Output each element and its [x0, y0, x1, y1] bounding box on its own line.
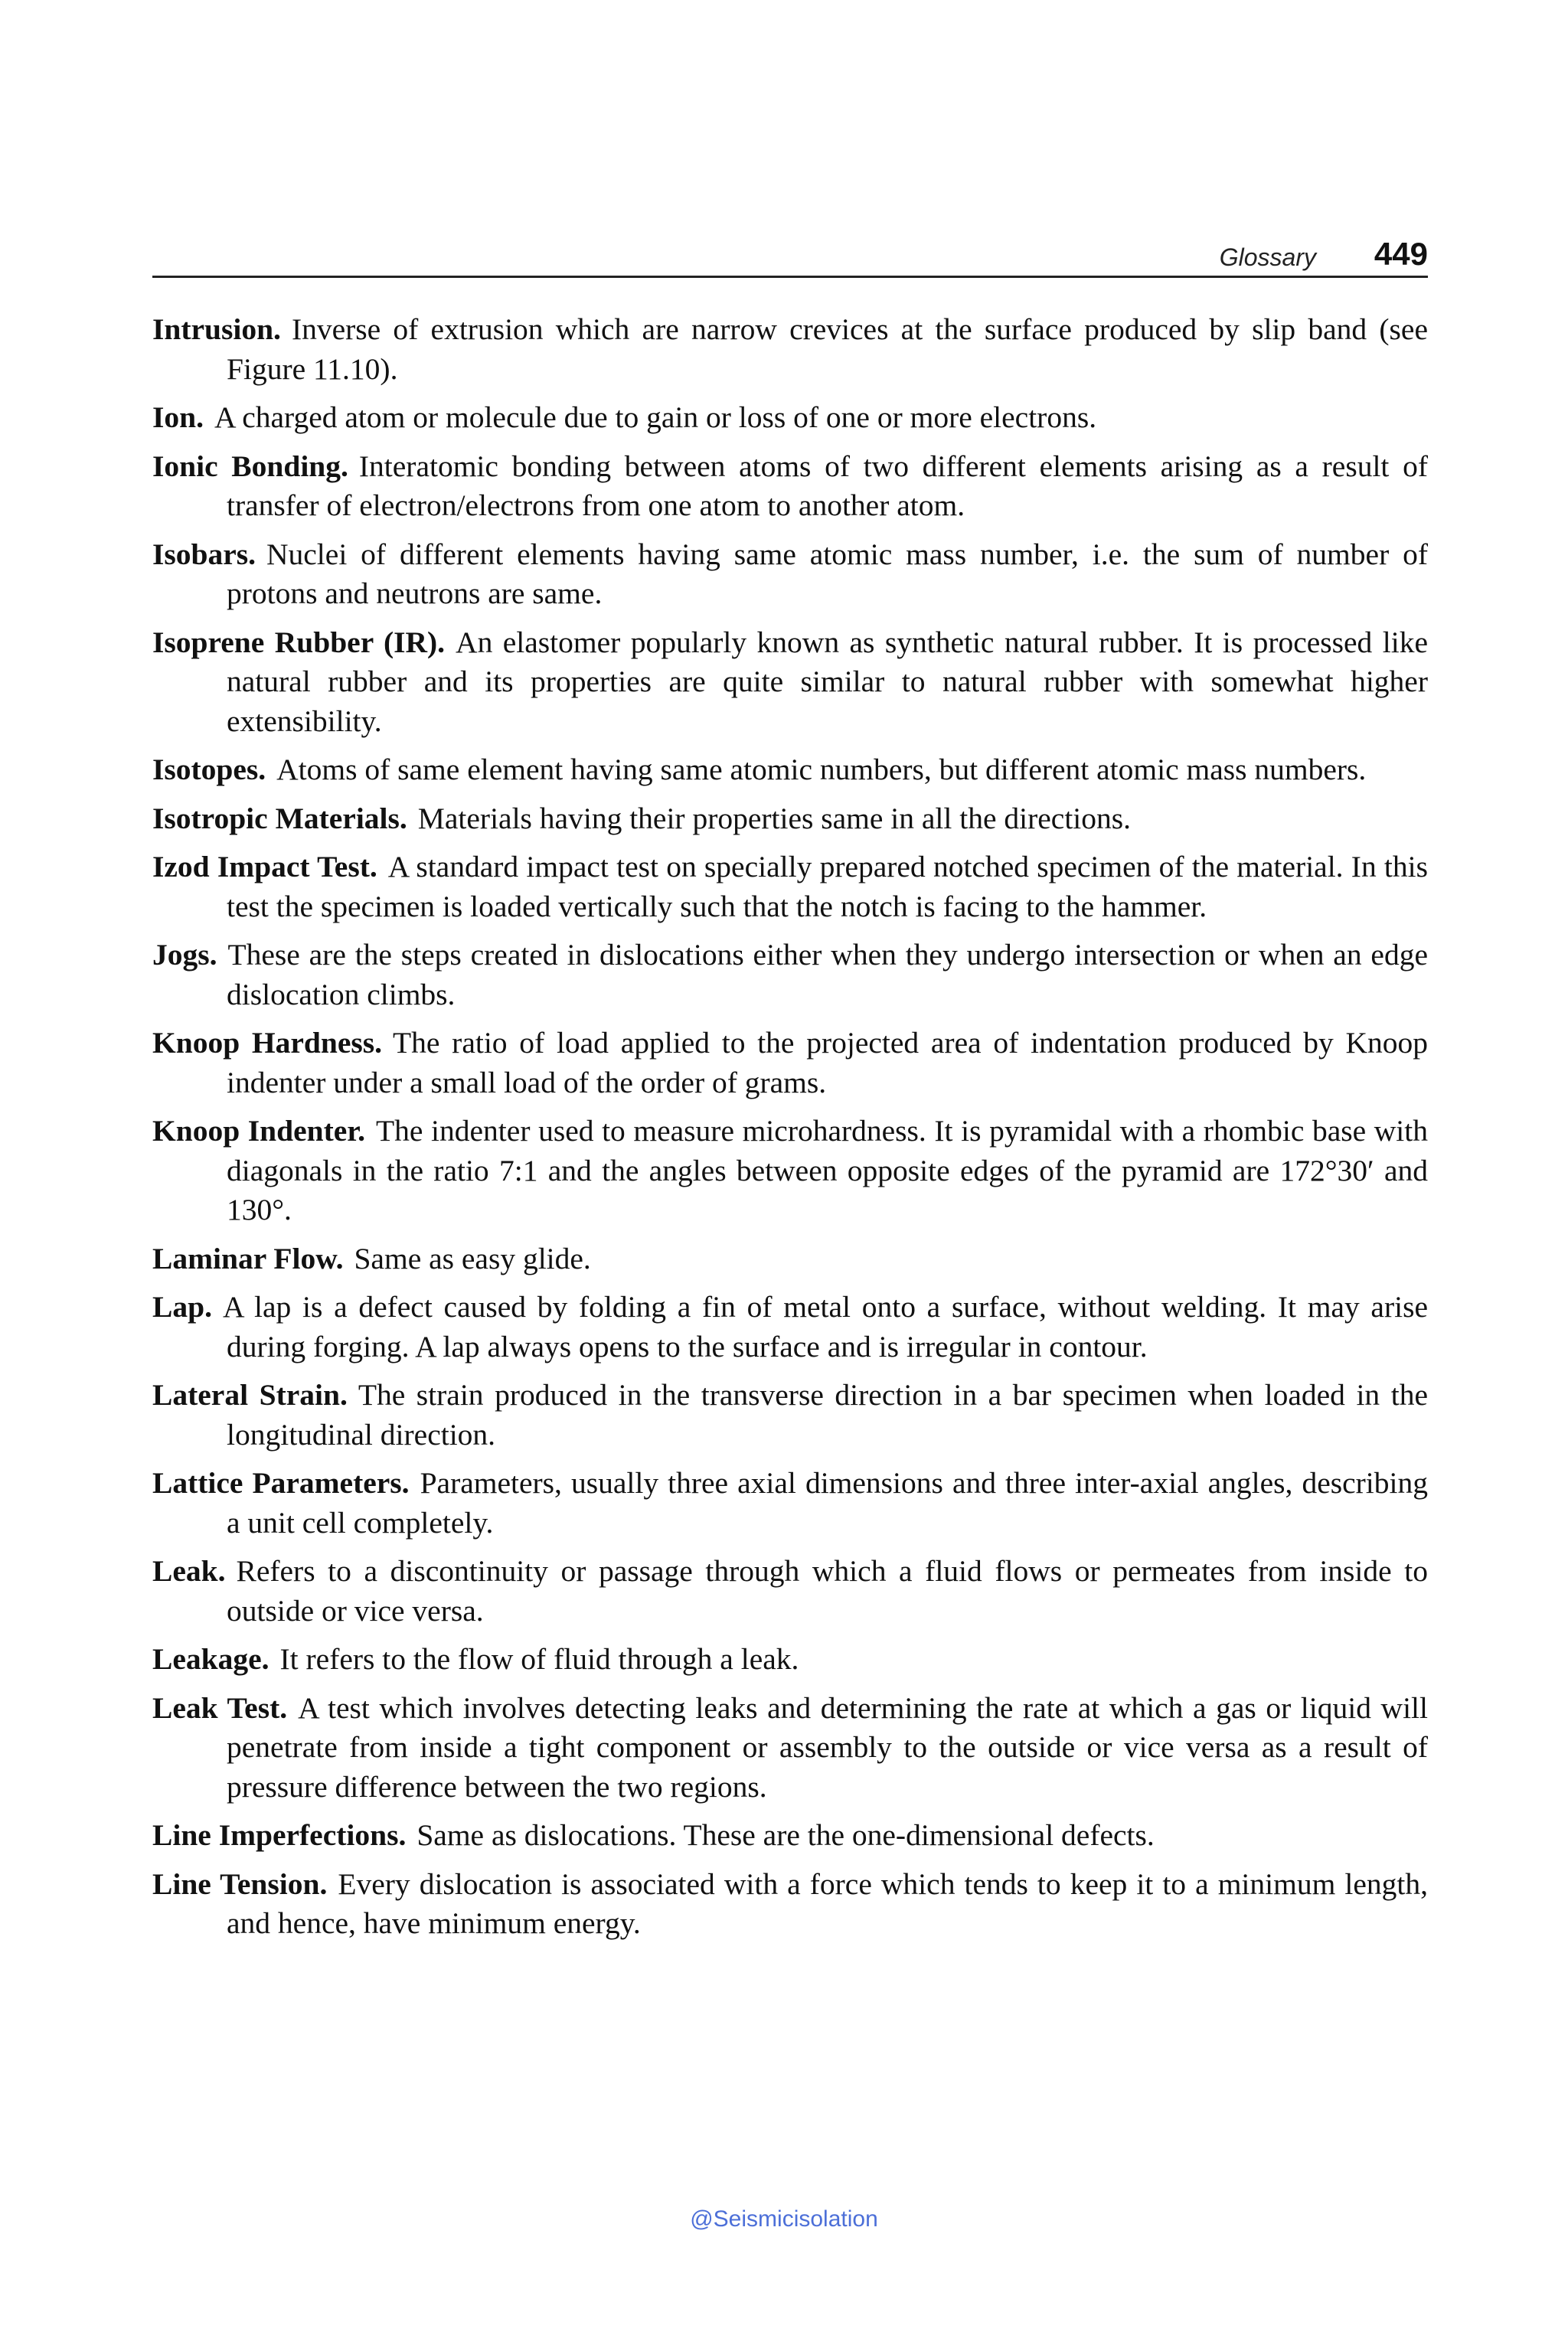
glossary-term: Jogs.: [152, 938, 217, 972]
glossary-term: Isobars.: [152, 537, 256, 571]
glossary-entry-isotropic-materials: [152, 799, 1428, 839]
glossary-entry-laminar-flow: [152, 1239, 1428, 1279]
glossary-definition: The indenter used to measure microhardness. It is pyramidal with a rhombic base with diagonals in the ratio 7:1 and the angles between opposite edges of the pyramid are 172°30′ and 130°.: [227, 1114, 1428, 1226]
glossary-entry-leak-test: [152, 1689, 1428, 1808]
glossary-definition: These are the steps created in dislocations either when they undergo intersection or when an edge dislocation climbs.: [227, 938, 1428, 1011]
glossary-term: Line Tension.: [152, 1866, 328, 1901]
glossary-definition: Inverse of extrusion which are narrow crevices at the surface produced by slip band (see Figure 11.10).: [227, 312, 1428, 386]
glossary-term: Leak.: [152, 1554, 226, 1588]
running-head: [152, 230, 1428, 278]
glossary-entry-lattice-parameters: [152, 1464, 1428, 1543]
glossary-definition: Same as easy glide.: [354, 1241, 591, 1275]
glossary-definition: A charged atom or molecule due to gain or loss of one or more electrons.: [214, 400, 1097, 434]
glossary-definition: The ratio of load applied to the projected area of indentation produced by Knoop indenter under a small load of the order of grams.: [227, 1026, 1428, 1099]
glossary-entry-ionic-bonding: [152, 447, 1428, 526]
glossary-entry-ion: [152, 398, 1428, 438]
glossary-entry-isoprene-rubber: [152, 623, 1428, 742]
glossary-definition: A standard impact test on specially prepared notched specimen of the material. In this test the specimen is loaded vertically such that the notch is facing to the hammer.: [227, 850, 1429, 923]
glossary-definition: It refers to the flow of fluid through a leak.: [279, 1642, 799, 1676]
glossary-entry-knoop-hardness: [152, 1024, 1428, 1102]
glossary-term: Laminar Flow.: [152, 1241, 344, 1275]
glossary-term: Knoop Hardness.: [152, 1026, 383, 1060]
section-title: Glossary: [1219, 243, 1316, 271]
glossary-term: Isoprene Rubber (IR).: [152, 625, 446, 659]
glossary-term: Isotropic Materials.: [152, 801, 407, 835]
glossary-entry-lateral-strain: [152, 1376, 1428, 1455]
glossary-term: Lap.: [152, 1290, 212, 1324]
glossary-term: Line Imperfections.: [152, 1818, 407, 1852]
watermark-text: @Seismicisolation: [690, 2206, 878, 2232]
glossary-entry-intrusion: [152, 310, 1428, 389]
glossary-entry-knoop-indenter: [152, 1112, 1428, 1230]
glossary-term: Lattice Parameters.: [152, 1466, 410, 1500]
glossary-term: Intrusion.: [152, 312, 281, 346]
glossary-term: Knoop Indenter.: [152, 1114, 366, 1148]
glossary-term: Isotopes.: [152, 753, 266, 786]
glossary-definition: Atoms of same element having same atomic numbers, but different atomic mass numbers.: [276, 753, 1367, 786]
glossary-term: Leakage.: [152, 1642, 270, 1676]
footer-watermark: [0, 2206, 1568, 2232]
glossary-entry-isotopes: [152, 750, 1428, 790]
glossary-definition: Nuclei of different elements having same atomic mass number, i.e. the sum of number of protons and neutrons are same.: [227, 537, 1428, 610]
page-number: 449: [1374, 236, 1428, 272]
glossary-list: [152, 310, 1428, 1953]
glossary-term: Izod Impact Test.: [152, 850, 377, 883]
glossary-entry-leak: [152, 1552, 1428, 1631]
glossary-entry-lap: [152, 1288, 1428, 1367]
glossary-entry-line-tension: [152, 1865, 1428, 1944]
glossary-term: Ionic Bonding.: [152, 449, 348, 483]
glossary-entry-jogs: [152, 936, 1428, 1014]
glossary-definition: Every dislocation is associated with a force which tends to keep it to a minimum length, and hence, have minimum energy.: [227, 1866, 1428, 1940]
glossary-definition: Parameters, usually three axial dimensions and three inter-axial angles, describing a unit cell completely.: [227, 1466, 1428, 1540]
glossary-definition: Materials having their properties same in all the directions.: [417, 801, 1132, 835]
glossary-definition: The strain produced in the transverse direction in a bar specimen when loaded in the longitudinal direction.: [227, 1378, 1428, 1452]
glossary-entry-isobars: [152, 535, 1428, 614]
glossary-entry-izod-impact-test: [152, 847, 1428, 926]
glossary-entry-leakage: [152, 1640, 1428, 1680]
glossary-definition: Interatomic bonding between atoms of two different elements arising as a result of transfer of electron/electrons from one atom to another atom.: [227, 449, 1428, 522]
glossary-term: Lateral Strain.: [152, 1378, 348, 1412]
glossary-definition: A test which involves detecting leaks and determining the rate at which a gas or liquid will penetrate from inside a tight component or assembly to the outside or vice versa as a result of pressure difference between the two regions.: [227, 1690, 1428, 1804]
glossary-term: Leak Test.: [152, 1690, 288, 1725]
glossary-term: Ion.: [152, 400, 204, 434]
glossary-definition: A lap is a defect caused by folding a fin of metal onto a surface, without welding. It may arise during forging. A lap always opens to the surface and is irregular in contour.: [222, 1290, 1428, 1363]
glossary-entry-line-imperfections: [152, 1816, 1428, 1856]
glossary-definition: Same as dislocations. These are the one-dimensional defects.: [416, 1818, 1155, 1852]
glossary-definition: Refers to a discontinuity or passage through which a fluid flows or permeates from inside to outside or vice versa.: [227, 1554, 1428, 1628]
glossary-definition: An elastomer popularly known as synthetic natural rubber. It is processed like natural rubber and its properties are quite similar to natural rubber with somewhat higher extensibility.: [227, 625, 1428, 738]
